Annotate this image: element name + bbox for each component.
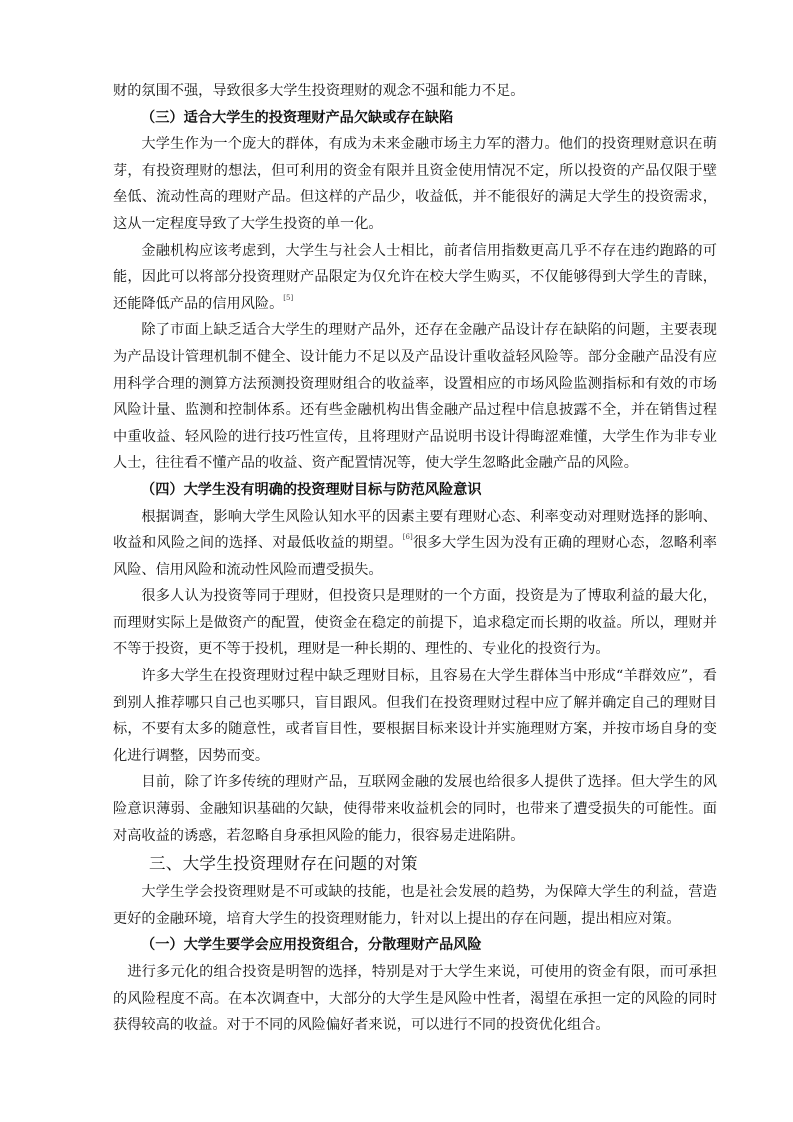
- subheading-3: （三）适合大学生的投资理财产品欠缺或存在缺陷: [141, 109, 454, 126]
- section-heading: 三、大学生投资理财存在问题的对策: [149, 854, 418, 874]
- paragraph: 除了市面上缺乏适合大学生的理财产品外，还存在金融产品设计存在缺陷的问题，主要表现为产品设计管理机制不健全、设计能力不足以及产品设计重收益轻风险等。部分金融产品没有应用科学合理的测算方法预测投资理财组合的收益率，设置相应的市场风险监测指标和有效的市场风险计量、监测和控制体系。还有些金融机构出售金融产品过程中信息披露不全，并在销售过程中重收益、轻风险的进行技巧性宣传，且将理财产品说明书设计得晦涩难懂，大学生作为非专业人士，往往看不懂产品的收益、资产配置情况等，使大学生忽略此金融产品的风险。: [113, 322, 717, 472]
- paragraph-text: 金融机构应该考虑到，大学生与社会人士相比，前者信用指数更高几乎不存在违约跑路的可能，因此可以将部分投资理财产品限定为仅允许在校大学生购买，不仅能够得到大学生的青睐，还能降低产品的信用风险。: [113, 242, 717, 312]
- subheading-1: （一）大学生要学会应用投资组合，分散理财产品风险: [141, 937, 482, 954]
- document-page: [113, 78, 717, 1039]
- paragraph: [113, 238, 717, 318]
- citation-ref: [5]: [283, 293, 294, 302]
- paragraph: 很多人认为投资等同于理财，但投资只是理财的一个方面，投资是为了博取利益的最大化，而理财实际上是做资产的配置，使资金在稳定的前提下，追求稳定而长期的收益。所以，理财并不等于投资，更不等于投机，理财是一种长期的、理性的、专业化的投资行为。: [113, 588, 717, 658]
- paragraph: 目前，除了许多传统的理财产品，互联网金融的发展也给很多人提供了选择。但大学生的风险意识薄弱、金融知识基础的欠缺，使得带来收益机会的同时，也带来了遭受损失的可能性。面对高收益的诱惑，若忽略自身承担风险的能力，很容易走进陷阱。: [113, 774, 717, 844]
- paragraph-continuation: 财的氛围不强，导致很多大学生投资理财的观念不强和能力不足。: [113, 83, 525, 99]
- paragraph: 进行多元化的组合投资是明智的选择，特别是对于大学生来说，可使用的资金有限，而可承担的风险程度不高。在本次调查中，大部分的大学生是风险中性者，渴望在承担一定的风险的同时获得较高的收益。对于不同的风险偏好者来说，可以进行不同的投资优化组合。: [113, 964, 717, 1034]
- subheading-4: （四）大学生没有明确的投资理财目标与防范风险意识: [141, 481, 482, 498]
- paragraph: 大学生学会投资理财是不可或缺的技能，也是社会发展的趋势，为保障大学生的利益，营造更好的金融环境，培育大学生的投资理财能力，针对以上提出的存在问题，提出相应对策。: [113, 884, 717, 927]
- paragraph-text: 很多大学生因为没有正确的理财心态，忽略利率风险、信用风险和流动性风险而遭受损失。: [113, 535, 717, 578]
- citation-ref: [6]: [402, 533, 413, 542]
- paragraph: [113, 504, 717, 584]
- paragraph: 大学生作为一个庞大的群体，有成为未来金融市场主力军的潜力。他们的投资理财意识在萌芽，有投资理财的想法，但可利用的资金有限并且资金使用情况不定，所以投资的产品仅限于壁垒低、流动性高的理财产品。但这样的产品少，收益低，并不能很好的满足大学生的投资需求，这从一定程度导致了大学生投资的单一化。: [113, 136, 717, 232]
- paragraph-text: 根据调查，影响大学生风险认知水平的因素主要有理财心态、利率变动对理财选择的影响、收益和风险之间的选择、对最低收益的期望。: [113, 508, 717, 552]
- paragraph: 许多大学生在投资理财过程中缺乏理财目标，且容易在大学生群体当中形成“羊群效应”，看到别人推荐哪只自己也买哪只，盲目跟风。但我们在投资理财过程中应了解并确定自己的理财目标，不要有太多的随意性，或者盲目性，要根据目标来设计并实施理财方案，并按市场自身的变化进行调整，因势而变。: [113, 668, 717, 764]
